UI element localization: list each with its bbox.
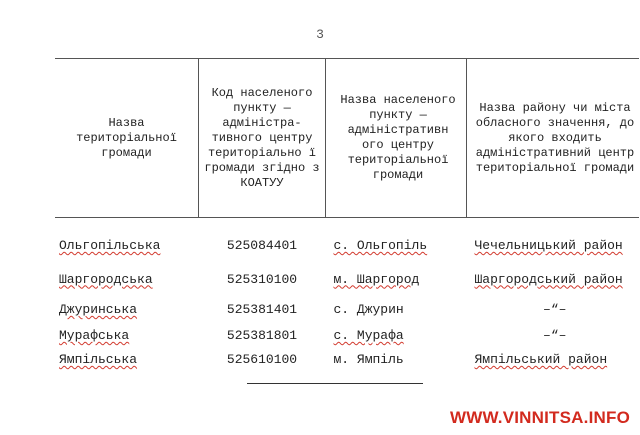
district-name: Чечельницький район (474, 237, 623, 253)
district-name: –“– (543, 328, 567, 343)
community-name: Мурафська (59, 328, 130, 343)
header-district-name: Назва району чи міста обласного значення, до якого входить адміністративний центр територіальної громади (467, 59, 640, 218)
site-watermark: WWW.VINNITSA.INFO (450, 408, 630, 427)
table-row (55, 263, 639, 296)
koatuu-code: 525381801 (226, 328, 298, 343)
community-name: Ямпільська (59, 352, 138, 367)
table-header-row (55, 59, 639, 218)
koatuu-code: 525084401 (226, 237, 298, 253)
admin-center: м. Шаргород (333, 271, 420, 287)
header-koatuu-code: Код населеного пункту — адміністра-тивного центру територіально ї громади згідно з КОАТУУ (199, 59, 326, 218)
admin-center: с. Джурин (333, 302, 404, 317)
admin-center: с. Ольгопіль (333, 237, 428, 253)
koatuu-code: 525310100 (226, 271, 298, 287)
district-name: Ямпільський район (474, 352, 608, 367)
table-row (55, 218, 639, 263)
header-community-name: Назва територіальної громади (55, 59, 199, 218)
community-name: Джуринська (59, 302, 138, 317)
admin-center: с. Мурафа (333, 328, 404, 343)
page-number: 3 (316, 27, 324, 42)
community-name: Шаргородська (59, 271, 153, 287)
district-name: Шаргородський район (474, 271, 623, 287)
community-name: Ольгопільська (59, 237, 161, 253)
footer-separator-line (247, 383, 423, 384)
district-name: –“– (543, 302, 567, 317)
table-row (55, 296, 639, 324)
admin-center: м. Ямпіль (333, 352, 404, 367)
koatuu-code: 525381401 (226, 302, 298, 317)
header-admin-center-name: Назва населеного пункту — адміністративн ого центру територіальної громади (326, 59, 467, 218)
koatuu-code: 525610100 (226, 352, 298, 367)
table-row (55, 324, 639, 348)
table-row (55, 348, 639, 372)
communities-table (55, 58, 639, 372)
